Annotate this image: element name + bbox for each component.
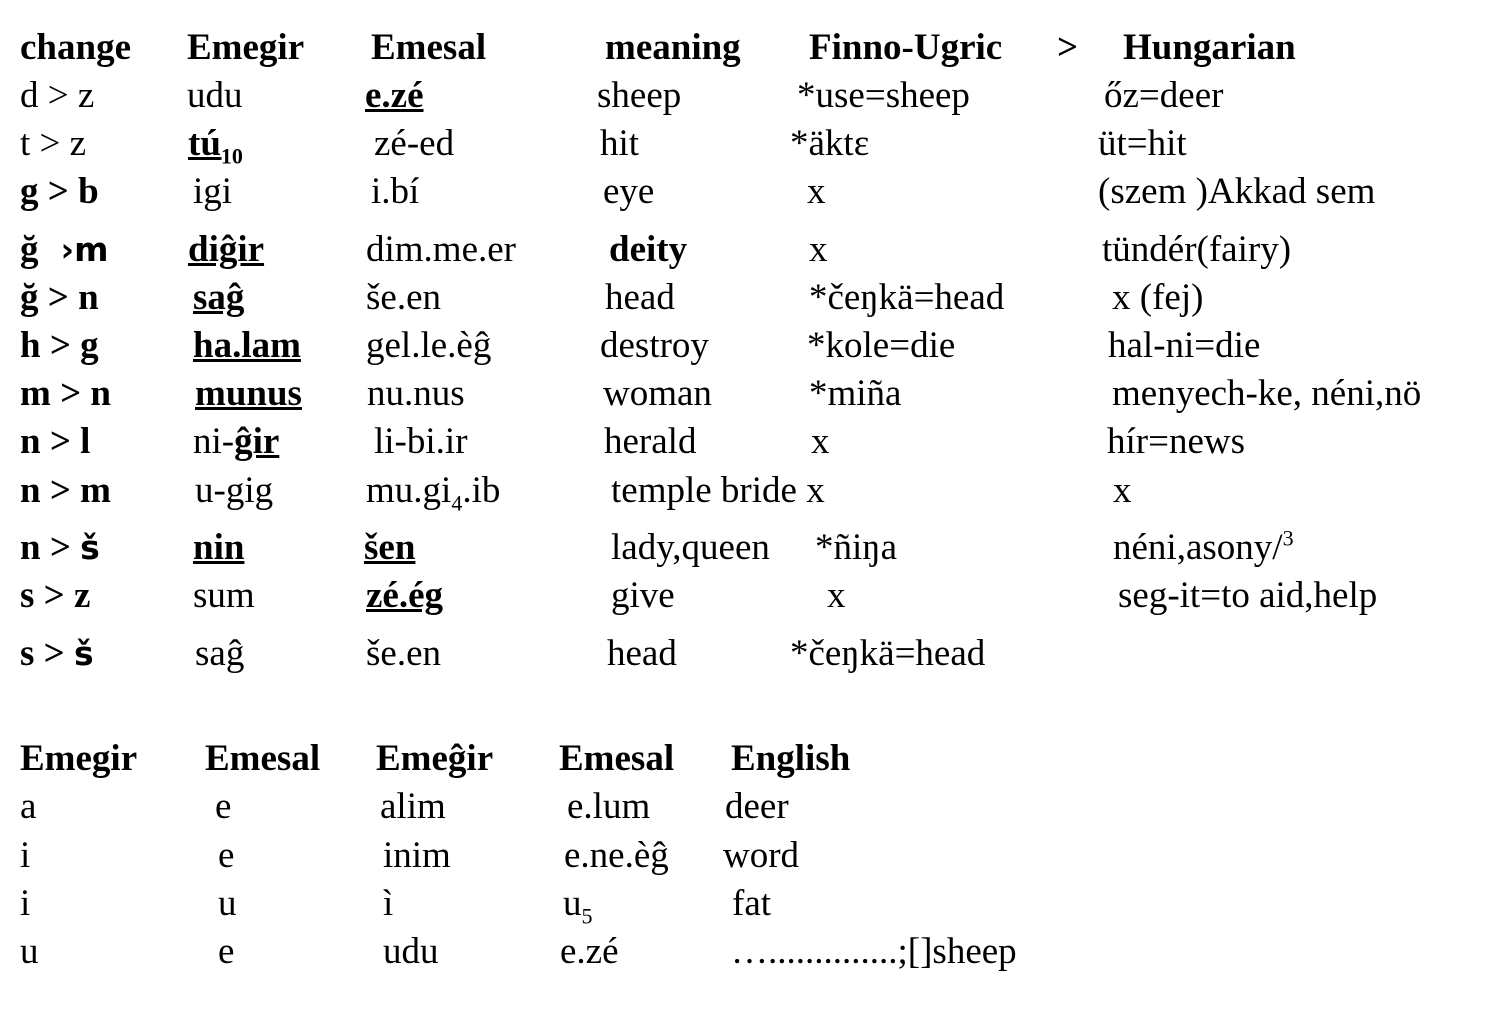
header-emegir: Emegir	[187, 27, 305, 68]
emegir-subscript: 10	[220, 143, 243, 169]
change-cell: g > b	[20, 171, 99, 212]
emesal-cell: li-bi.ir	[374, 421, 468, 462]
emegir-word-cell: ì	[383, 883, 394, 924]
meaning-cell: woman	[603, 373, 712, 414]
finno-ugric-cell: x	[811, 421, 830, 462]
table-row	[0, 573, 1488, 619]
finno-ugric-cell: x	[827, 575, 846, 616]
change-cell: h > g	[20, 325, 99, 366]
change-cell	[20, 525, 100, 571]
table-row	[0, 833, 1488, 879]
emesal-cell: zé.ég	[366, 575, 444, 616]
change-source: n >	[20, 527, 81, 568]
hungarian-cell: hír=news	[1107, 421, 1246, 462]
emegir-cell: u-gig	[195, 470, 274, 511]
table-row	[0, 227, 1488, 273]
emegir-vowel-cell: i	[20, 883, 31, 924]
table-row	[0, 881, 1488, 927]
table-row	[0, 275, 1488, 321]
emesal-vowel-cell: e	[218, 931, 235, 972]
emegir-cell: ha.lam	[193, 325, 301, 366]
english-cell: word	[723, 835, 800, 876]
emegir-cell	[193, 419, 279, 465]
change-target: š	[73, 634, 94, 673]
table-row	[0, 419, 1488, 465]
hungarian-cell: menyech-ke, néni,nö	[1112, 373, 1422, 414]
meaning-cell: lady,queen	[611, 527, 770, 568]
emesal-vowel-cell: e	[218, 835, 235, 876]
emegir-cell: saĝ	[193, 277, 245, 318]
table-row	[0, 468, 1488, 514]
emegir-cell: diĝir	[188, 229, 265, 270]
meaning-cell: herald	[604, 421, 697, 462]
table-row	[0, 784, 1488, 830]
change-cell: s > z	[20, 575, 91, 616]
emegir-vowel-cell: u	[20, 931, 39, 972]
table-row	[0, 631, 1488, 677]
hungarian-cell: őz=deer	[1104, 75, 1224, 116]
table-row	[0, 73, 1488, 119]
change-target: š	[80, 528, 100, 567]
emesal-word-cell: e.ne.èĝ	[564, 835, 669, 876]
hungarian-cell: seg-it=to aid,help	[1118, 575, 1378, 616]
hungarian-cell: hal-ni=die	[1108, 325, 1261, 366]
change-cell: n > l	[20, 421, 91, 462]
table-header-row	[0, 736, 1488, 782]
meaning-cell: deity	[609, 229, 688, 270]
emesal-vowel-cell: e	[215, 786, 232, 827]
emesal-cell: še.en	[366, 277, 441, 318]
emegir-cell: nin	[193, 527, 245, 568]
meaning-cell: head	[605, 277, 675, 318]
table-header-row	[0, 25, 1488, 71]
emesal-subscript: 4	[451, 490, 463, 516]
header-emesal: Emesal	[371, 27, 487, 68]
change-cell	[20, 631, 94, 677]
emesal-word-subscript: 5	[581, 903, 593, 929]
emesal-suffix: .ib	[462, 470, 501, 511]
emesal-cell: šen	[364, 527, 416, 568]
emesal-cell: gel.le.èĝ	[366, 325, 492, 366]
meaning-cell: head	[607, 633, 677, 674]
change-cell: n > m	[20, 470, 111, 511]
emesal-cell: še.en	[366, 633, 441, 674]
emesal-cell: nu.nus	[367, 373, 465, 414]
finno-ugric-cell: *kole=die	[807, 325, 956, 366]
hungarian-cell: üt=hit	[1098, 123, 1187, 164]
change-cell: t > z	[20, 123, 87, 164]
change-target: ›m	[60, 230, 109, 269]
finno-ugric-cell: *miña	[809, 373, 902, 414]
hungarian-cell	[1113, 525, 1294, 571]
finno-ugric-cell: *äktɛ	[790, 123, 870, 164]
table-row	[0, 169, 1488, 215]
table-row	[0, 371, 1488, 417]
emesal-cell: i.bí	[371, 171, 420, 212]
table-row	[0, 121, 1488, 167]
finno-ugric-cell: x	[809, 229, 828, 270]
emegir-text: tú	[188, 123, 221, 164]
header-emesal-alt: Emesal	[559, 738, 675, 779]
change-cell: d > z	[20, 75, 95, 116]
header-emegir-alt: Emeĝir	[376, 738, 494, 779]
table-row	[0, 929, 1488, 975]
emesal-vowel-cell: u	[218, 883, 237, 924]
change-cell: m > n	[20, 373, 111, 414]
header-emegir: Emegir	[20, 738, 138, 779]
emegir-cell: saĝ	[195, 633, 245, 674]
emegir-vowel-cell: a	[20, 786, 37, 827]
header-arrow: >	[1057, 27, 1079, 68]
emesal-word-text: u	[563, 883, 582, 924]
header-english: English	[731, 738, 851, 779]
emegir-vowel-cell: i	[20, 835, 31, 876]
emesal-word-cell: e.lum	[567, 786, 651, 827]
meaning-cell: give	[611, 575, 675, 616]
emegir-cell: sum	[193, 575, 255, 616]
meaning-cell: sheep	[597, 75, 682, 116]
change-source: ğ	[20, 229, 39, 270]
emesal-cell: dim.me.er	[366, 229, 517, 270]
table-row	[0, 323, 1488, 369]
header-meaning: meaning	[605, 27, 741, 68]
emegir-cell: igi	[193, 171, 233, 212]
emegir-root: ĝir	[234, 421, 280, 462]
table-row	[0, 525, 1488, 571]
emegir-word-cell: alim	[380, 786, 446, 827]
finno-ugric-cell: x	[807, 171, 826, 212]
emesal-text: mu.gi	[366, 470, 452, 511]
change-cell	[20, 227, 109, 273]
finno-ugric-cell: *čeŋkä=head	[790, 633, 986, 674]
meaning-cell: eye	[603, 171, 655, 212]
header-change: change	[20, 27, 131, 68]
emegir-word-cell: inim	[383, 835, 451, 876]
emesal-word-cell: e.zé	[560, 931, 619, 972]
emesal-cell	[366, 468, 500, 526]
change-cell: ğ > n	[20, 277, 99, 318]
emegir-prefix: ni-	[193, 421, 235, 462]
english-cell: fat	[732, 883, 772, 924]
english-cell: deer	[725, 786, 789, 827]
finno-ugric-cell: *čeŋkä=head	[809, 277, 1005, 318]
finno-ugric-cell: *use=sheep	[797, 75, 970, 116]
hungarian-cell: tündér(fairy)	[1102, 229, 1292, 270]
emegir-cell: udu	[187, 75, 243, 116]
header-finno-ugric: Finno-Ugric	[809, 27, 1003, 68]
english-cell: …..............;[]sheep	[731, 931, 1017, 972]
emegir-word-cell: udu	[383, 931, 439, 972]
footnote-marker: 3	[1282, 525, 1294, 551]
change-source: s >	[20, 633, 74, 674]
emegir-cell: munus	[195, 373, 302, 414]
header-emesal: Emesal	[205, 738, 321, 779]
meaning-cell: hit	[600, 123, 640, 164]
hungarian-cell: x	[1113, 470, 1132, 511]
hungarian-text: néni,asony/	[1113, 527, 1283, 568]
meaning-cell: destroy	[600, 325, 709, 366]
header-hungarian: Hungarian	[1123, 27, 1296, 68]
hungarian-cell: (szem )Akkad sem	[1098, 171, 1376, 212]
emesal-cell: e.zé	[365, 75, 424, 116]
emesal-cell: zé-ed	[374, 123, 455, 164]
finno-ugric-cell: *ñiŋa	[815, 527, 898, 568]
meaning-cell: temple bride x	[611, 470, 825, 511]
hungarian-cell: x (fej)	[1112, 277, 1204, 318]
